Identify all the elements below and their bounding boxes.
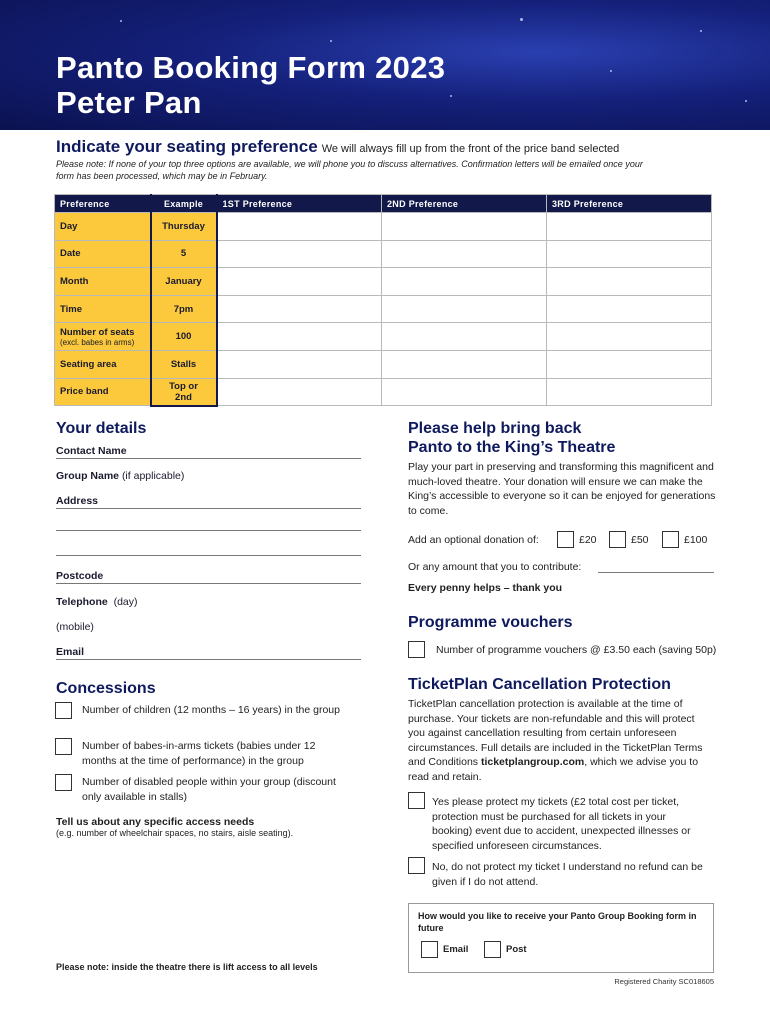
seating-preference-table bbox=[54, 194, 712, 407]
third-preference-input[interactable] bbox=[547, 378, 712, 406]
donation-50-label: £50 bbox=[631, 534, 649, 546]
contact-name-field[interactable] bbox=[56, 445, 361, 459]
row-label: Month bbox=[55, 268, 151, 296]
donation-any-amount-label: Or any amount that you to contribute: bbox=[408, 561, 582, 573]
donation-50-checkbox[interactable] bbox=[609, 531, 626, 548]
access-needs-heading: Tell us about any specific access needs bbox=[56, 816, 255, 828]
second-preference-input[interactable] bbox=[382, 295, 547, 323]
babes-in-arms-label: Number of babes-in-arms tickets (babies under 12 months at the time of performance) in the group bbox=[82, 740, 316, 767]
disabled-count-box[interactable] bbox=[55, 774, 72, 791]
donation-optional-label: Add an optional donation of: bbox=[408, 534, 539, 546]
future-email-checkbox[interactable] bbox=[421, 941, 438, 958]
future-post-checkbox[interactable] bbox=[484, 941, 501, 958]
title-line-1: Panto Booking Form 2023 bbox=[56, 50, 446, 85]
seating-heading-text: Indicate your seating preference bbox=[56, 137, 318, 156]
telephone-field[interactable] bbox=[56, 596, 361, 610]
ticketplan-no-checkbox[interactable] bbox=[408, 857, 425, 874]
address-line-3[interactable] bbox=[56, 555, 361, 556]
details-heading: Your details bbox=[56, 420, 147, 437]
second-preference-input[interactable] bbox=[382, 350, 547, 378]
second-preference-input[interactable] bbox=[382, 268, 547, 296]
postcode-label: Postcode bbox=[56, 570, 104, 582]
third-preference-input[interactable] bbox=[547, 213, 712, 241]
group-name-label: Group Name bbox=[56, 470, 120, 482]
third-preference-input[interactable] bbox=[547, 323, 712, 351]
donation-heading-line-2: Panto to the King’s Theatre bbox=[408, 439, 616, 456]
ticketplan-body-text: TicketPlan cancellation protection is available at the time of purchase. Your tickets are non-refundable and this will protect you against cancellation resulting from certain unforeseen circumstances. Full details are included in the TicketPlan Terms and Conditions bbox=[408, 698, 703, 768]
first-preference-input[interactable] bbox=[217, 295, 382, 323]
example-value: January bbox=[151, 268, 217, 296]
children-label: Number of children (12 months – 16 years) in the group bbox=[82, 704, 340, 716]
third-preference-input[interactable] bbox=[547, 240, 712, 268]
donation-20-label: £20 bbox=[579, 534, 597, 546]
email-field[interactable] bbox=[56, 646, 361, 660]
row-label: Time bbox=[55, 295, 151, 323]
row-label: Day bbox=[55, 213, 151, 241]
concessions-heading: Concessions bbox=[56, 680, 156, 697]
ticketplan-heading: TicketPlan Cancellation Protection bbox=[408, 676, 671, 693]
charity-number: Registered Charity SC018605 bbox=[614, 977, 714, 986]
first-preference-input[interactable] bbox=[217, 268, 382, 296]
table-row bbox=[55, 378, 712, 406]
seating-note: Please note: If none of your top three options are available, we will phone you to discuss alternatives. Confirmation letters will be emailed once your form has been processed, which may be in February. bbox=[56, 159, 643, 181]
page-title bbox=[56, 50, 445, 120]
donation-body: Play your part in preserving and transforming this magnificent and much-loved theatre. Your donation will ensure we can make the King’s accessible to everyone so it can be enjoyed for generations to come. bbox=[408, 461, 716, 517]
first-preference-input[interactable] bbox=[217, 350, 382, 378]
table-row bbox=[55, 268, 712, 296]
first-preference-input[interactable] bbox=[217, 213, 382, 241]
postcode-field[interactable] bbox=[56, 570, 361, 584]
contact-name-label: Contact Name bbox=[56, 445, 127, 457]
children-count-box[interactable] bbox=[55, 702, 72, 719]
col-preference: Preference bbox=[55, 195, 151, 213]
lift-access-note: Please note: inside the theatre there is lift access to all levels bbox=[56, 962, 318, 972]
table-row bbox=[55, 323, 712, 351]
header-banner bbox=[0, 0, 770, 130]
col-third-preference: 3RD Preference bbox=[547, 195, 712, 213]
table-row bbox=[55, 350, 712, 378]
second-preference-input[interactable] bbox=[382, 323, 547, 351]
row-label: Date bbox=[55, 240, 151, 268]
third-preference-input[interactable] bbox=[547, 268, 712, 296]
table-row bbox=[55, 240, 712, 268]
seating-heading bbox=[56, 137, 619, 157]
ticketplan-body-end: , which we advise you to read and retain. bbox=[408, 756, 699, 783]
ticketplan-yes-checkbox[interactable] bbox=[408, 792, 425, 809]
second-preference-input[interactable] bbox=[382, 378, 547, 406]
example-value: 7pm bbox=[151, 295, 217, 323]
third-preference-input[interactable] bbox=[547, 350, 712, 378]
title-line-2: Peter Pan bbox=[56, 85, 202, 120]
babes-in-arms-count-box[interactable] bbox=[55, 738, 72, 755]
row-label-sub: (excl. babes in arms) bbox=[60, 337, 135, 347]
address-field[interactable] bbox=[56, 495, 361, 509]
example-value: Top or 2nd bbox=[151, 378, 217, 406]
first-preference-input[interactable] bbox=[217, 323, 382, 351]
example-value: Thursday bbox=[151, 213, 217, 241]
vouchers-heading: Programme vouchers bbox=[408, 614, 573, 631]
table-row bbox=[55, 295, 712, 323]
group-name-field[interactable] bbox=[56, 470, 361, 484]
future-post-label: Post bbox=[506, 944, 527, 955]
future-format-box bbox=[408, 903, 714, 973]
first-preference-input[interactable] bbox=[217, 240, 382, 268]
row-label-text: Number of seats bbox=[60, 326, 135, 338]
col-second-preference: 2ND Preference bbox=[382, 195, 547, 213]
access-needs-note: (e.g. number of wheelchair spaces, no stairs, aisle seating). bbox=[56, 828, 294, 838]
address-label: Address bbox=[56, 495, 99, 507]
email-label: Email bbox=[56, 646, 85, 658]
row-label: Seating area bbox=[55, 350, 151, 378]
vouchers-count-box[interactable] bbox=[408, 641, 425, 658]
example-value: 5 bbox=[151, 240, 217, 268]
second-preference-input[interactable] bbox=[382, 240, 547, 268]
telephone-day-label: (day) bbox=[113, 596, 138, 608]
disabled-label: Number of disabled people within your group (discount only available in stalls) bbox=[82, 776, 336, 803]
mobile-field[interactable] bbox=[56, 621, 361, 635]
third-preference-input[interactable] bbox=[547, 295, 712, 323]
first-preference-input[interactable] bbox=[217, 378, 382, 406]
mobile-label: (mobile) bbox=[56, 621, 94, 633]
donation-20-checkbox[interactable] bbox=[557, 531, 574, 548]
ticketplan-link[interactable]: ticketplangroup.com bbox=[480, 756, 585, 768]
donation-any-amount-input[interactable] bbox=[598, 572, 714, 573]
future-email-label: Email bbox=[443, 944, 469, 955]
donation-heading bbox=[408, 419, 615, 457]
col-first-preference: 1ST Preference bbox=[217, 195, 382, 213]
example-value: 100 bbox=[151, 323, 217, 351]
col-example: Example bbox=[151, 195, 217, 213]
ticketplan-no-label: No, do not protect my ticket I understand no refund can be given if I do not attend. bbox=[432, 861, 703, 888]
second-preference-input[interactable] bbox=[382, 213, 547, 241]
ticketplan-yes-label: Yes please protect my tickets (£2 total cost per ticket, protection must be purchased for all tickets in your booking) event due to accident, unexpected illnesses or specified unforeseen circumstances. bbox=[432, 796, 691, 852]
table-row bbox=[55, 213, 712, 241]
seating-subheading: We will always fill up from the front of the price band selected bbox=[321, 143, 620, 155]
row-label: Price band bbox=[55, 378, 151, 406]
future-format-question: How would you like to receive your Panto Group Booking form in future bbox=[418, 911, 697, 933]
donation-tagline: Every penny helps – thank you bbox=[408, 582, 563, 594]
donation-100-label: £100 bbox=[684, 534, 708, 546]
vouchers-label: Number of programme vouchers @ £3.50 each (saving 50p) bbox=[436, 644, 717, 656]
row-label bbox=[55, 323, 151, 351]
donation-100-checkbox[interactable] bbox=[662, 531, 679, 548]
donation-heading-line-1: Please help bring back bbox=[408, 420, 582, 437]
ticketplan-body bbox=[408, 697, 708, 784]
telephone-label: Telephone bbox=[56, 596, 108, 608]
example-value: Stalls bbox=[151, 350, 217, 378]
address-line-2[interactable] bbox=[56, 530, 361, 531]
group-name-note: (if applicable) bbox=[121, 470, 185, 482]
